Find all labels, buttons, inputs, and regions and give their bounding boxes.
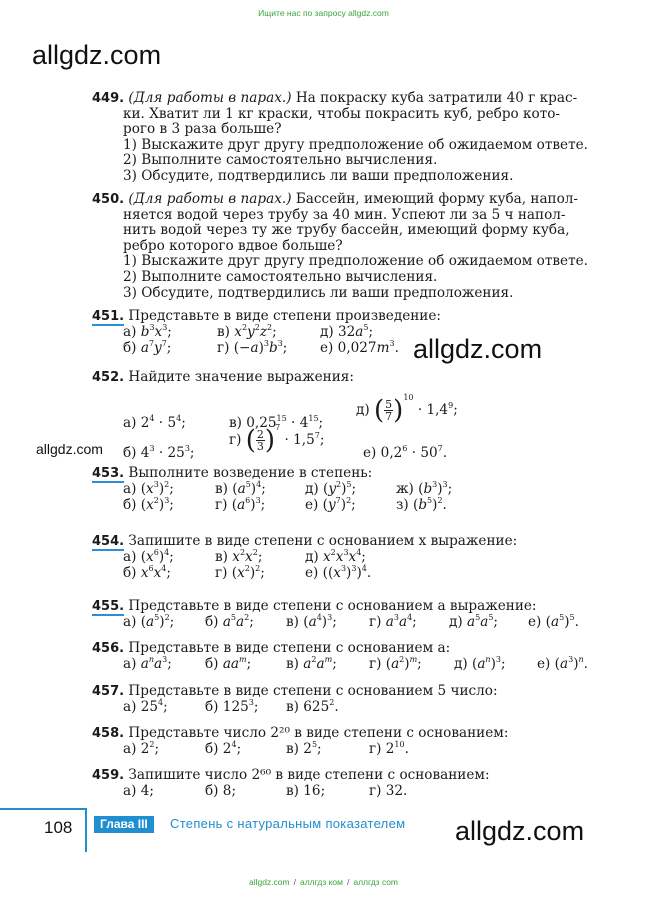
page-number: 108: [44, 818, 73, 837]
link-separator: /: [293, 877, 296, 887]
answers-row: б) $(x^2)^3$; г) $(a^6)^3$; е) $(y^7)^2$; з) $(b^5)^2$.: [123, 495, 447, 513]
problem-text: Запишите в виде степени с основанием x выражение:: [128, 533, 518, 549]
problem-457: [92, 684, 607, 716]
problem-459: [92, 768, 607, 800]
step: 1) Выскажите друг другу предположение об ожидаемом ответе.: [123, 253, 588, 270]
link-allgdz[interactable]: allgdz.com: [248, 877, 290, 887]
problem-455: [92, 599, 607, 631]
answers-row: а) $2^2$; б) $2^4$; в) $2^5$; г) $2^{10}$.: [123, 739, 409, 757]
answers-row: б) $a^7y^7$; г) $(-a)^3b^3$; е) $0,027m^3$.: [123, 338, 399, 356]
answers-row: а) $(x^3)^2$; в) $(a^5)^4$; д) $(y^2)^5$; ж) $(b^3)^3$;: [123, 479, 453, 497]
problem-number: 459.: [92, 768, 125, 783]
problem-number: 457.: [92, 684, 125, 699]
problem-text: Представьте в виде степени с основанием a выражение:: [128, 598, 537, 614]
problem-text: рого в 3 раза больше?: [123, 121, 282, 138]
pair-note: (Для работы в парах.): [128, 90, 292, 106]
problem-text: Представьте число 2²⁰ в виде степени с основанием:: [128, 725, 509, 741]
problem-454: [92, 534, 607, 582]
chapter-title: Степень с натуральным показателем: [170, 816, 406, 831]
pair-note: (Для работы в парах.): [128, 191, 292, 207]
answers-row: а) $2^4 \cdot 5^4$; в) $0,25^{15} \cdot 4^{15}$; д) ( $\frac{5}{7}$ )$^{10} \cdot 1,4^9$;: [123, 392, 458, 431]
watermark: allgdz.com: [455, 816, 585, 846]
step: 2) Выполните самостоятельно вычисления.: [123, 268, 438, 285]
watermark: allgdz.com: [413, 334, 543, 364]
problem-number: 455.: [92, 599, 125, 614]
problem-text: Найдите значение выражения:: [128, 369, 354, 385]
answers-row: а) 4; б) 8; в) 16; г) 32.: [123, 782, 408, 799]
problem-text: Запишите число 2⁶⁰ в виде степени с основанием:: [128, 767, 490, 783]
problem-456: [92, 641, 607, 673]
problem-text: Бассейн, имеющий форму куба, напол-: [291, 191, 579, 207]
chapter-tag: Глава III: [94, 816, 154, 833]
answers-row: а) $(x^6)^4$; в) $x^2x^2$; д) $x^2x^3x^4$;: [123, 547, 366, 565]
answers-row: б) $x^6x^4$; г) $(x^2)^2$; е) $((x^3)^3)^4$.: [123, 563, 372, 581]
link-separator: /: [346, 877, 350, 887]
problem-text: Выполните возведение в степень:: [128, 465, 373, 481]
answers-row: б) $4^3 \cdot 25^3$; г) ( $\frac{2}{3}$ )$^7 \cdot 1,5^7$; е) $0,2^6 \cdot 50^7$.: [123, 422, 448, 461]
footer-rule: [0, 808, 85, 810]
problem-449: [92, 91, 607, 185]
problem-452: [92, 370, 607, 460]
problem-number: 453.: [92, 466, 125, 481]
step: 3) Обсудите, подтвердились ли ваши предположения.: [123, 284, 514, 301]
problem-text: ки. Хватит ли 1 кг краски, чтобы покрасить куб, ребро кото-: [123, 105, 561, 122]
problem-text: няется водой через трубу за 40 мин. Успеют ли за 5 ч напол-: [123, 206, 566, 223]
link-allgdz-ru[interactable]: аллгдз ком: [300, 877, 343, 887]
problem-number: 451.: [92, 309, 125, 324]
problem-number: 454.: [92, 534, 125, 549]
bottom-links: [0, 877, 647, 887]
top-banner[interactable]: Ищите нас по запросу allgdz.com: [258, 8, 389, 18]
footer-divider: [85, 808, 87, 852]
watermark: allgdz.com: [36, 441, 103, 457]
link-allgdz-mixed[interactable]: аллгдз com: [353, 877, 399, 887]
answers-row: а) $25^4$; б) $125^3$; в) $625^2$.: [123, 697, 339, 715]
problem-450: [92, 192, 607, 301]
problem-number: 458.: [92, 726, 125, 741]
problem-text: Представьте в виде степени с основанием a:: [128, 640, 451, 656]
step: 3) Обсудите, подтвердились ли ваши предположения.: [123, 167, 514, 184]
problem-number: 449.: [92, 91, 125, 106]
problem-text: Представьте в виде степени произведение:: [128, 308, 441, 324]
problem-text: Представьте в виде степени с основанием 5 число:: [128, 683, 498, 699]
step: 2) Выполните самостоятельно вычисления.: [123, 152, 438, 169]
problem-number: 452.: [92, 370, 125, 385]
problem-number: 450.: [92, 192, 125, 207]
watermark: allgdz.com: [32, 40, 162, 70]
answers-row: а) $(a^5)^2$; б) $a^5a^2$; в) $(a^4)^3$; г) $a^3a^4$; д) $a^5a^5$; е) $(a^5)^5$.: [123, 612, 579, 630]
step: 1) Выскажите друг другу предположение об ожидаемом ответе.: [123, 136, 588, 153]
problem-text: На покраску куба затратили 40 г крас-: [291, 90, 578, 106]
problem-text: нить водой через ту же трубу бассейн, имеющий форму куба,: [123, 222, 570, 239]
answers-row: а) $a^na^3$; б) $aa^m$; в) $a^2a^m$; г) $(a^2)^m$; д) $(a^n)^3$; е) $(a^3)^n$.: [123, 654, 588, 672]
problem-number: 456.: [92, 641, 125, 656]
problem-text: ребро которого вдвое больше?: [123, 237, 343, 254]
problem-453: [92, 466, 607, 514]
problem-458: [92, 726, 607, 758]
answers-row: а) $b^3x^3$; в) $x^2y^2z^2$; д) $32a^5$;: [123, 322, 374, 340]
